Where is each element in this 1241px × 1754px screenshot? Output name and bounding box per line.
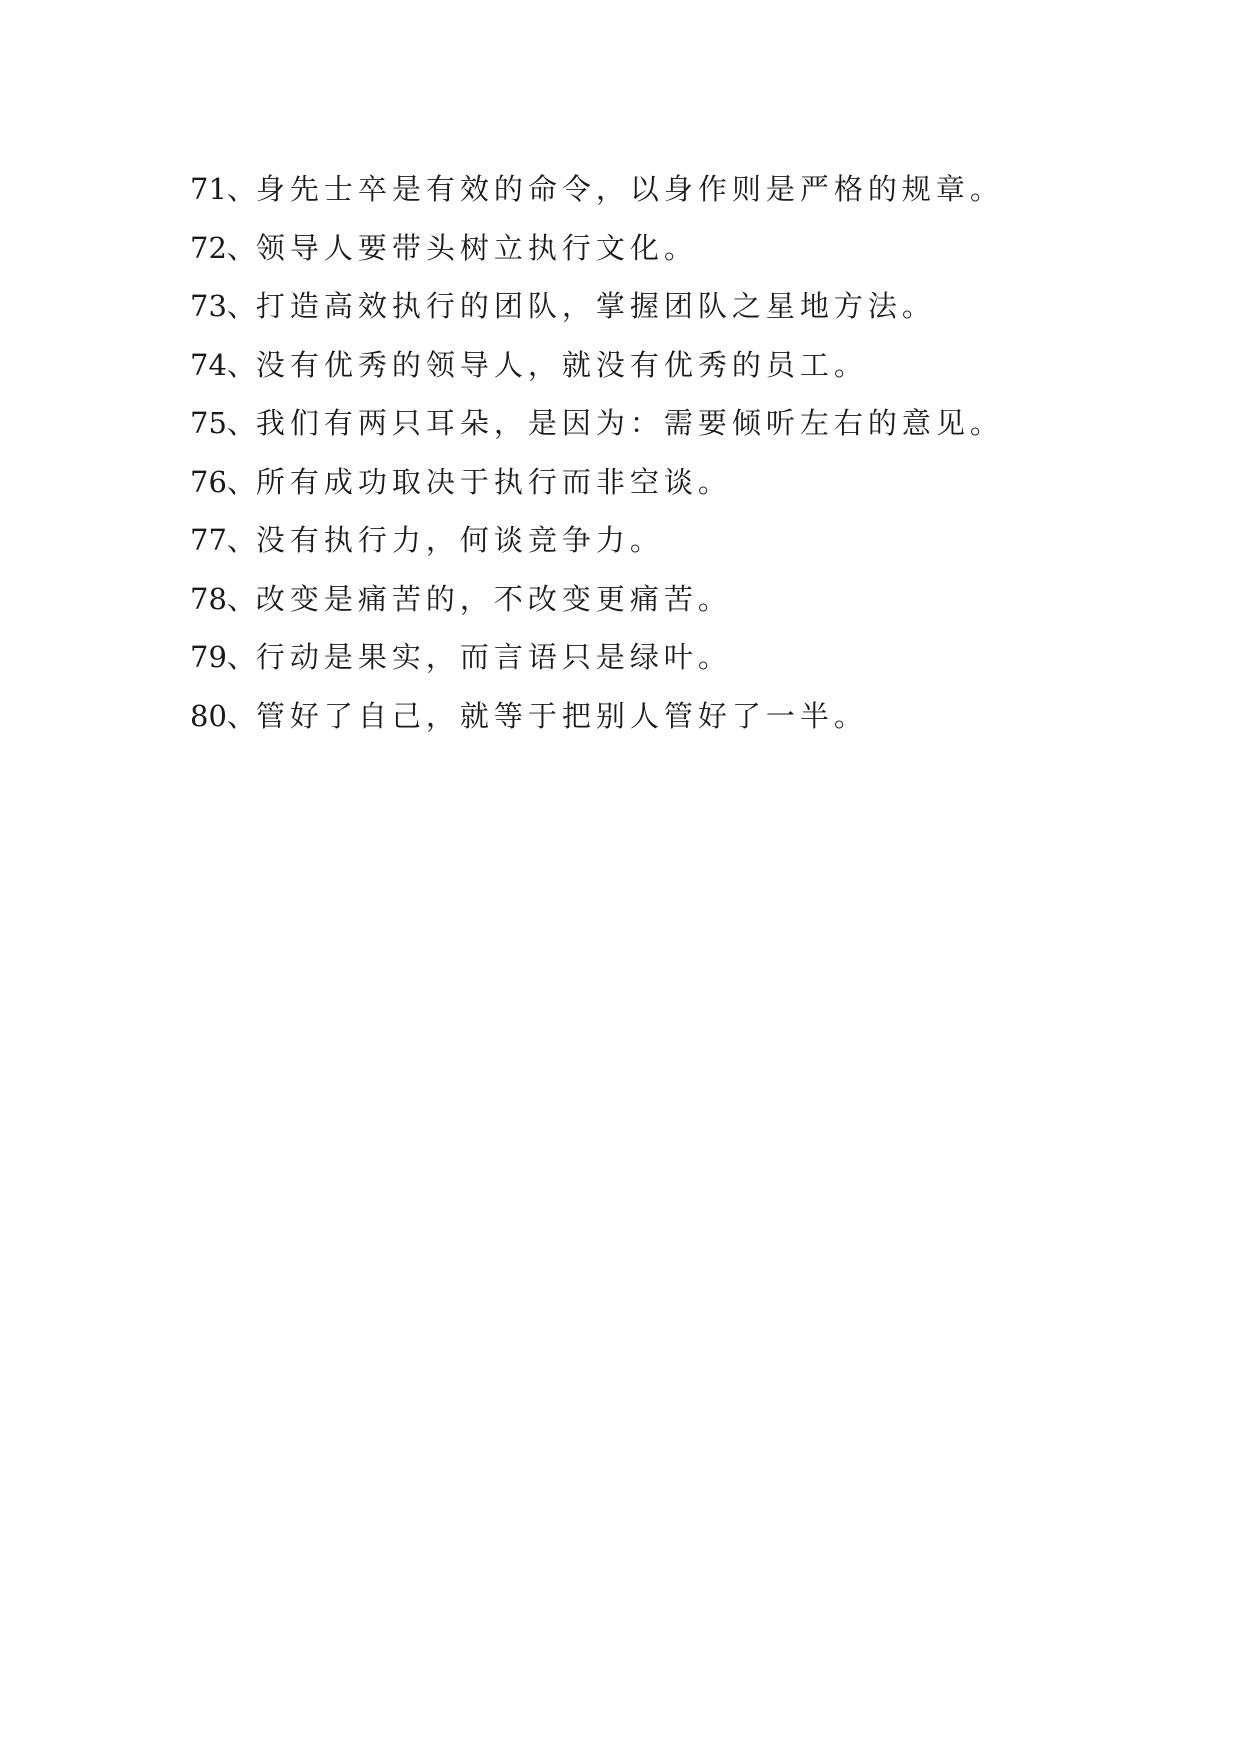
list-item bbox=[190, 570, 1090, 629]
item-text: 身先士卒是有效的命令，以身作则是严格的规章。 bbox=[255, 172, 1004, 206]
list-item bbox=[190, 511, 1090, 570]
item-number: 77、 bbox=[190, 523, 256, 557]
list-item bbox=[190, 628, 1090, 687]
item-text: 没有执行力，何谈竞争力。 bbox=[255, 523, 664, 557]
item-text: 没有优秀的领导人，就没有优秀的员工。 bbox=[255, 347, 868, 382]
item-text: 领导人要带头树立执行文化。 bbox=[255, 230, 698, 265]
quote-list bbox=[190, 160, 1090, 745]
item-text: 打造高效执行的团队，掌握团队之星地方法。 bbox=[255, 289, 936, 323]
list-item bbox=[190, 160, 1090, 219]
list-item bbox=[190, 453, 1090, 512]
item-text: 改变是痛苦的，不改变更痛苦。 bbox=[255, 581, 732, 616]
item-text: 我们有两只耳朵，是因为：需要倾听左右的意见。 bbox=[255, 406, 1004, 440]
item-number: 71、 bbox=[190, 172, 256, 206]
item-text: 所有成功取决于执行而非空谈。 bbox=[255, 464, 732, 499]
item-number: 73、 bbox=[190, 289, 256, 323]
item-number: 78、 bbox=[190, 581, 256, 616]
item-number: 80、 bbox=[190, 698, 256, 733]
item-number: 79、 bbox=[190, 640, 256, 674]
item-number: 76、 bbox=[190, 464, 256, 499]
list-item bbox=[190, 687, 1090, 746]
item-text: 管好了自己，就等于把别人管好了一半。 bbox=[255, 698, 868, 733]
list-item bbox=[190, 394, 1090, 453]
list-item bbox=[190, 277, 1090, 336]
list-item bbox=[190, 219, 1090, 278]
list-item bbox=[190, 336, 1090, 395]
item-number: 75、 bbox=[190, 406, 256, 440]
item-number: 74、 bbox=[190, 347, 256, 382]
item-number: 72、 bbox=[190, 230, 256, 265]
item-text: 行动是果实，而言语只是绿叶。 bbox=[255, 640, 732, 674]
